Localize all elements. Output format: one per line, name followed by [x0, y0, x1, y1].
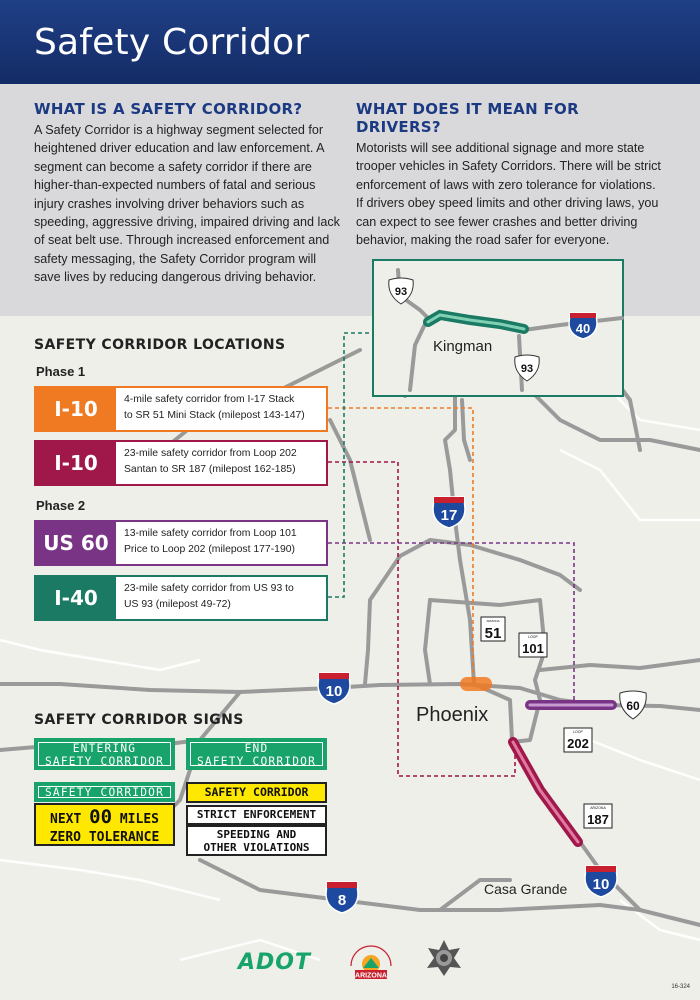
interstate-shield-8 — [326, 882, 358, 913]
us60-number: 60 — [626, 699, 640, 713]
sign-line-1: SPEEDING AND — [216, 828, 297, 841]
adot-logo: ADOT — [238, 950, 311, 975]
desc-line-1: 13-mile safety corridor from Loop 101 — [124, 528, 297, 539]
document-number: 16-324 — [671, 984, 690, 990]
sign-safety-corridor-green — [34, 782, 175, 802]
drivers-column — [356, 100, 666, 249]
i8-shield-number: 8 — [337, 892, 347, 909]
sr187-number: 187 — [587, 812, 609, 827]
drivers-body: Motorists will see additional signage and more state trooper vehicles in Safety Corridors. There will be strict enforcement of laws with zero tolerance for violations. If drivers obey speed limits and other driving laws, you can expect to see fewer crashes and better driving behavior, making the road safer for everyone. — [356, 141, 661, 248]
city-label-phoenix: Phoenix — [416, 704, 489, 726]
location-description — [124, 581, 322, 612]
loop-shield-202 — [564, 728, 592, 752]
location-description — [124, 446, 322, 477]
zero-tolerance-line: ZERO TOLERANCE — [49, 830, 160, 845]
state-shield-51 — [481, 617, 505, 642]
miles-word: MILES — [119, 812, 159, 827]
interstate-shield-17 — [433, 497, 465, 528]
desc-line-2: US 93 (milepost 49-72) — [124, 598, 231, 610]
phase2-label: Phase 2 — [36, 498, 86, 513]
sign-text: SAFETY CORRIDOR — [44, 786, 165, 799]
sign-end-safety-corridor — [186, 738, 327, 770]
sign-next-miles-zero-tolerance — [34, 803, 175, 846]
header-banner — [0, 0, 700, 84]
l202-small-label: LOOP — [573, 730, 583, 734]
phase1-label: Phase 1 — [36, 364, 86, 379]
desc-line-1: 23-mile safety corridor from US 93 to — [124, 583, 294, 594]
l101-small-label: LOOP — [528, 635, 538, 639]
city-label-casa-grande: Casa Grande — [484, 881, 568, 897]
dps-badge-logo — [424, 938, 464, 978]
route-tag: US 60 — [36, 522, 116, 564]
i40-shield-number: 40 — [575, 321, 591, 336]
location-card-i10-santan — [34, 440, 328, 486]
route-tag: I-10 — [36, 442, 116, 484]
location-card-us60 — [34, 520, 328, 566]
sign-strict-enforcement: STRICT ENFORCEMENT — [186, 805, 327, 825]
what-is-column — [34, 100, 344, 287]
desc-line-2: Price to Loop 202 (milepost 177-190) — [124, 543, 295, 555]
what-is-heading: WHAT IS A SAFETY CORRIDOR? — [34, 100, 303, 118]
what-is-body: A Safety Corridor is a highway segment selected for heightened driver education and law enforcement. A segment can become a safety corridor if there are higher-than-expected numbers of fatal and serious injury crashes involving driver behaviors such as speeding, aggressive driving, impaired driving and lack of seat belt use. Through increased enforcement and safety messaging, the Safety Corridor program will save lives by reducing dangerous driving behavior. — [34, 123, 340, 285]
l202-number: 202 — [567, 736, 589, 751]
location-description — [124, 526, 322, 557]
interstate-shield-10-west — [318, 673, 350, 704]
desc-line-2: Santan to SR 187 (milepost 162-185) — [124, 463, 296, 475]
sign-entering-safety-corridor — [34, 738, 175, 770]
us-shield-60 — [620, 691, 646, 719]
sign-line-2: SAFETY CORRIDOR — [196, 755, 317, 768]
route-tag: I-40 — [36, 577, 116, 619]
i17-shield-number: 17 — [440, 507, 458, 524]
sign-safety-corridor-yellow: SAFETY CORRIDOR — [186, 782, 327, 803]
sign-next-miles-line — [36, 807, 173, 830]
sign-line-1: ENTERING — [72, 742, 137, 755]
gohs-arizona-text: ARIZONA — [355, 972, 387, 980]
state-shield-187 — [584, 804, 612, 828]
sign-line-2: OTHER VIOLATIONS — [203, 841, 310, 854]
us93-a-number: 93 — [394, 286, 408, 298]
desc-line-2: to SR 51 Mini Stack (milepost 143-147) — [124, 409, 305, 421]
l101-number: 101 — [522, 641, 544, 656]
location-card-i10-stack — [34, 386, 328, 432]
desc-line-1: 23-mile safety corridor from Loop 202 — [124, 448, 297, 459]
signs-title: SAFETY CORRIDOR SIGNS — [34, 712, 244, 728]
sign-line-2: SAFETY CORRIDOR — [44, 755, 165, 768]
sign-line-1: END — [244, 742, 269, 755]
drivers-heading: WHAT DOES IT MEAN FOR DRIVERS? — [356, 100, 579, 136]
gohs-logo — [345, 938, 397, 984]
sr51-small-label: ARIZONA — [486, 619, 500, 623]
city-label-kingman: Kingman — [433, 338, 493, 355]
i10-stack-corridor — [460, 677, 492, 691]
us93-b-number: 93 — [520, 363, 534, 375]
interstate-shield-10-south — [585, 866, 617, 897]
sr51-number: 51 — [484, 625, 502, 642]
location-description — [124, 392, 322, 423]
i10-south-shield-number: 10 — [592, 876, 610, 893]
next-word: NEXT — [50, 812, 82, 827]
route-tag: I-10 — [36, 388, 116, 430]
miles-number: 00 — [89, 806, 113, 828]
desc-line-1: 4-mile safety corridor from I-17 Stack — [124, 394, 295, 405]
locations-title: SAFETY CORRIDOR LOCATIONS — [34, 337, 286, 353]
location-card-i40 — [34, 575, 328, 621]
page-title: Safety Corridor — [34, 22, 310, 63]
loop-shield-101 — [519, 633, 547, 657]
sr187-small-label: ARIZONA — [590, 806, 606, 810]
i10-west-shield-number: 10 — [325, 683, 343, 700]
sign-speeding-violations — [186, 825, 327, 856]
